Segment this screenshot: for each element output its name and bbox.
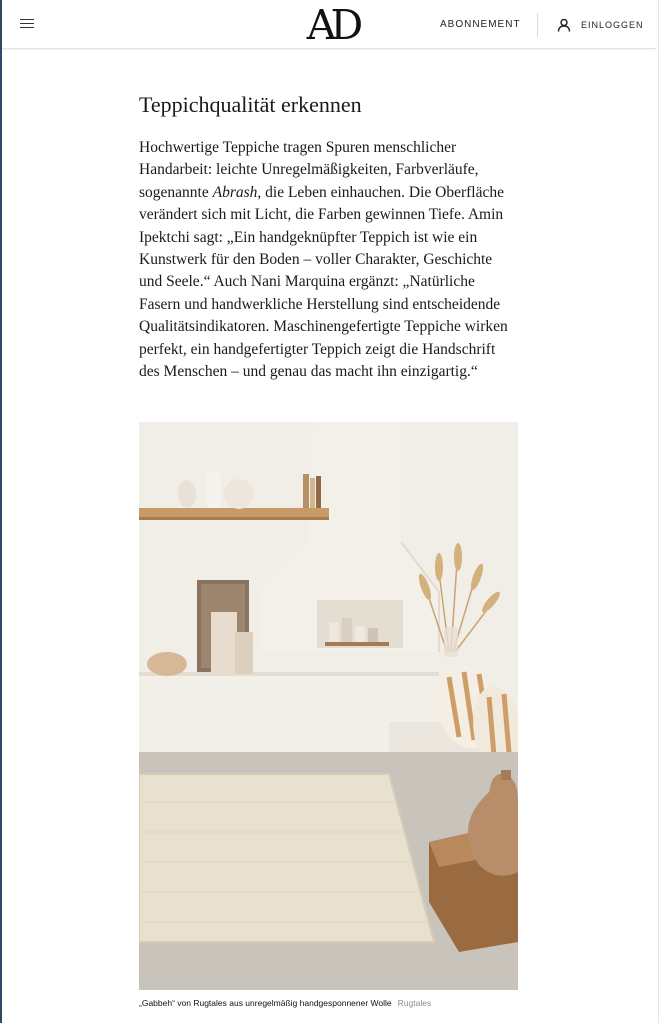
subscribe-link[interactable]: ABONNEMENT	[440, 19, 521, 30]
photo-credit: Rugtales	[397, 998, 432, 1008]
paragraph-text-2: , die Leben einhauchen. Die Oberfläche verändert sich mit Licht, die Farben gewinnen Tiefe. Amin Ipektchi sagt: „Ein handgeknüpfter Teppich ist wie ein Kunstwerk für den Boden – voller Charakter, Geschichte und Seele.“ Auch Nani Marquina ergänzt: „Natürliche Fasern und handwerkliche Herstellung sind entscheidende Qualitätsindikatoren. Maschinengefertigte Teppiche wirken perfekt, ein handgefertigter Teppich zeigt die Handschrift des Menschen – und genau das macht ihn einzigartig.“	[139, 183, 508, 381]
hamburger-menu-icon[interactable]	[20, 19, 34, 31]
site-header	[2, 0, 656, 49]
login-button[interactable]	[557, 17, 644, 33]
image-caption	[139, 998, 539, 1008]
section-heading: Teppichqualität erkennen	[139, 92, 362, 117]
site-logo[interactable]: AD	[306, 1, 358, 49]
caption-text: „Gabbeh“ von Rugtales aus unregelmäßig handgesponnener Wolle	[139, 998, 392, 1008]
user-icon	[557, 18, 571, 32]
paragraph-italic-term: Abrash	[212, 183, 258, 201]
article-content	[139, 90, 519, 383]
rug-interior-photo	[139, 422, 518, 990]
paragraph-text-1: Hochwertige Teppiche tragen Spuren menschlicher Handarbeit: leichte Unregelmäßigkeiten, Farbverläufe, sogenannte	[139, 139, 479, 201]
header-divider	[537, 13, 538, 37]
article-paragraph	[139, 137, 519, 383]
login-label: EINLOGGEN	[581, 20, 644, 30]
article-image	[139, 422, 518, 990]
